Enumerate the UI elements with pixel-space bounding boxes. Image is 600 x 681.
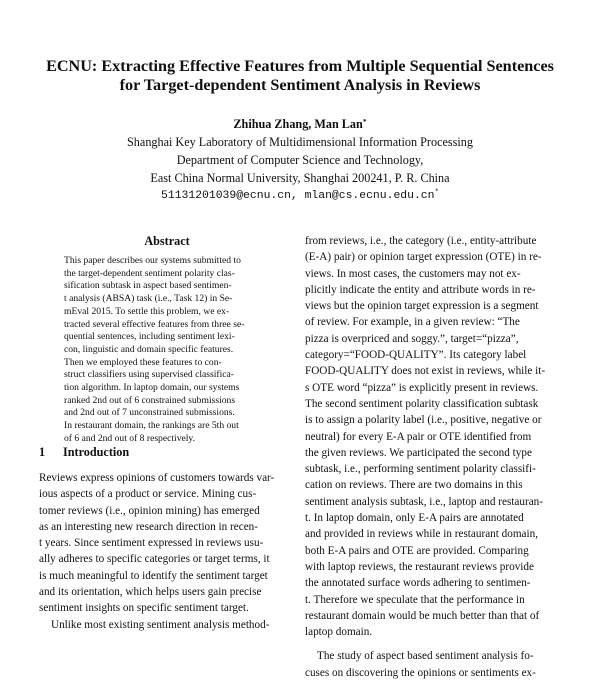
body-line: The second sentiment polarity classification subtask	[305, 397, 539, 410]
title-line-2: for Target-dependent Sentiment Analysis in Reviews	[119, 76, 481, 94]
abstract-line: sification subtask in aspect based sentimen-	[64, 280, 232, 292]
body-line: views but the opinion target expression is a segment	[305, 300, 539, 313]
body-line: restaurant domain would be much better than that of	[305, 609, 540, 622]
section-heading-introduction	[39, 445, 129, 460]
body-line: and provided in reviews while in restaurant domain,	[305, 528, 539, 541]
body-line: FOOD-QUALITY does not exist in reviews, while it-	[305, 365, 546, 378]
affiliation-line-3: East China Normal University, Shanghai 200241, P. R. China	[150, 171, 450, 185]
abstract-line: struct classifiers using supervised classifica-	[64, 369, 234, 381]
author-emails	[30, 187, 570, 205]
body-line: with laptop reviews, the restaurant reviews provide	[305, 560, 534, 573]
body-line: of review. For example, in a given review: “The	[305, 316, 520, 329]
introduction-body	[39, 470, 296, 633]
abstract-line: This paper describes our systems submitted to	[64, 255, 241, 266]
body-line: the given reviews. We participated the second type	[305, 446, 532, 459]
body-line: the annotated surface words adhering to sentimen-	[305, 577, 531, 590]
body-line: The study of aspect based sentiment analysis fo-	[317, 650, 534, 663]
body-line: ally adheres to specific categories or target terms, it	[39, 553, 270, 566]
abstract-line: In restaurant domain, the rankings are 5th out	[64, 420, 239, 432]
body-line: t. In laptop domain, only E-A pairs are annotated	[305, 512, 524, 525]
abstract-line: tion algorithm. In laptop domain, our systems	[64, 382, 240, 394]
body-line: (E-A) pair) or opinion target expression (OTE) in re-	[305, 251, 542, 264]
body-line: pizza is overpriced and soggy.”, target=“pizza”,	[305, 332, 519, 345]
abstract-heading: Abstract	[144, 234, 190, 248]
abstract-line: t analysis (ABSA) task (i.e., Task 12) in Se-	[64, 293, 233, 305]
body-line: s OTE word “pizza” is explicitly present in reviews.	[305, 381, 539, 394]
body-line: tomer reviews (i.e., opinion mining) has emerged	[39, 504, 260, 517]
affiliation-line-1: Shanghai Key Laboratory of Multidimensional Information Processing	[127, 135, 473, 149]
abstract-line: quential sentences, including sentiment lexi-	[64, 331, 235, 343]
abstract-line: and 2nd out of 7 unconstrained submissions.	[64, 407, 235, 419]
author-block	[30, 115, 570, 205]
author-mark: *	[362, 117, 367, 126]
abstract-line: Then we employed these features to con-	[64, 356, 222, 368]
email-mark: *	[434, 189, 439, 197]
abstract-line: con, linguistic and domain specific features.	[64, 343, 234, 355]
paper-title	[30, 57, 570, 95]
abstract-line: the target-dependent sentiment polarity clas-	[64, 267, 235, 279]
body-line: category=“FOOD-QUALITY”. Its category label	[305, 349, 527, 362]
abstract-line: tracted several effective features from three se-	[64, 318, 245, 330]
body-line: Unlike most existing sentiment analysis method-	[51, 618, 270, 631]
title-line-1: ECNU: Extracting Effective Features from Multiple Sequential Sentences	[46, 57, 554, 75]
section-title: Introduction	[63, 445, 130, 459]
body-line: plicitly indicate the entity and attribute words in re-	[305, 283, 536, 296]
body-line: neutral) for every E-A pair or OTE identified from	[305, 430, 532, 443]
body-line: from reviews, i.e., the category (i.e., entity-attribute	[305, 235, 537, 247]
abstract-line: ranked 2nd out of 6 constrained submissions	[64, 394, 236, 406]
body-line: laptop domain.	[305, 626, 373, 639]
body-line: cation on reviews. There are two domains in this	[305, 479, 523, 492]
abstract-line: mEval 2015. To settle this problem, we ex-	[64, 305, 230, 317]
body-line: sentiment insights on specific sentiment target.	[39, 602, 249, 615]
body-line: t. Therefore we speculate that the performance in	[305, 593, 525, 606]
body-line: subtask, i.e., performing sentiment polarity classifi-	[305, 463, 536, 476]
body-line: both E-A pairs and OTE are provided. Comparing	[305, 544, 529, 557]
section-number: 1	[39, 445, 46, 459]
author-names	[30, 115, 570, 133]
body-line: is much meaningful to identify the sentiment target	[39, 569, 268, 582]
body-line: sentiment analysis subtask, i.e., laptop and restauran-	[305, 495, 543, 508]
author-names-text: Zhihua Zhang, Man Lan	[233, 117, 363, 131]
body-line: is to assign a polarity label (i.e., positive, negative or	[305, 414, 542, 427]
right-column-body	[305, 233, 562, 681]
paragraph-gap	[305, 640, 562, 648]
body-line: and its orientation, which helps users gain precise	[39, 586, 262, 599]
body-line: as an interesting new research direction in recen-	[39, 520, 258, 533]
body-line: ious aspects of a product or service. Mining cus-	[39, 488, 257, 501]
body-line: t years. Since sentiment expressed in reviews usu-	[39, 537, 264, 550]
body-line: Reviews express opinions of customers towards var-	[39, 472, 275, 484]
author-emails-text: 51131201039@ecnu.cn, mlan@cs.ecnu.edu.cn	[161, 190, 435, 202]
abstract-line: of 6 and 2nd out of 8 respectively.	[64, 432, 195, 444]
body-line: cuses on discovering the opinions or sentiments ex-	[305, 666, 536, 679]
abstract-body	[64, 255, 270, 446]
affiliation-line-2: Department of Computer Science and Technology,	[176, 153, 424, 167]
body-line: views. In most cases, the customers may not ex-	[305, 267, 521, 280]
